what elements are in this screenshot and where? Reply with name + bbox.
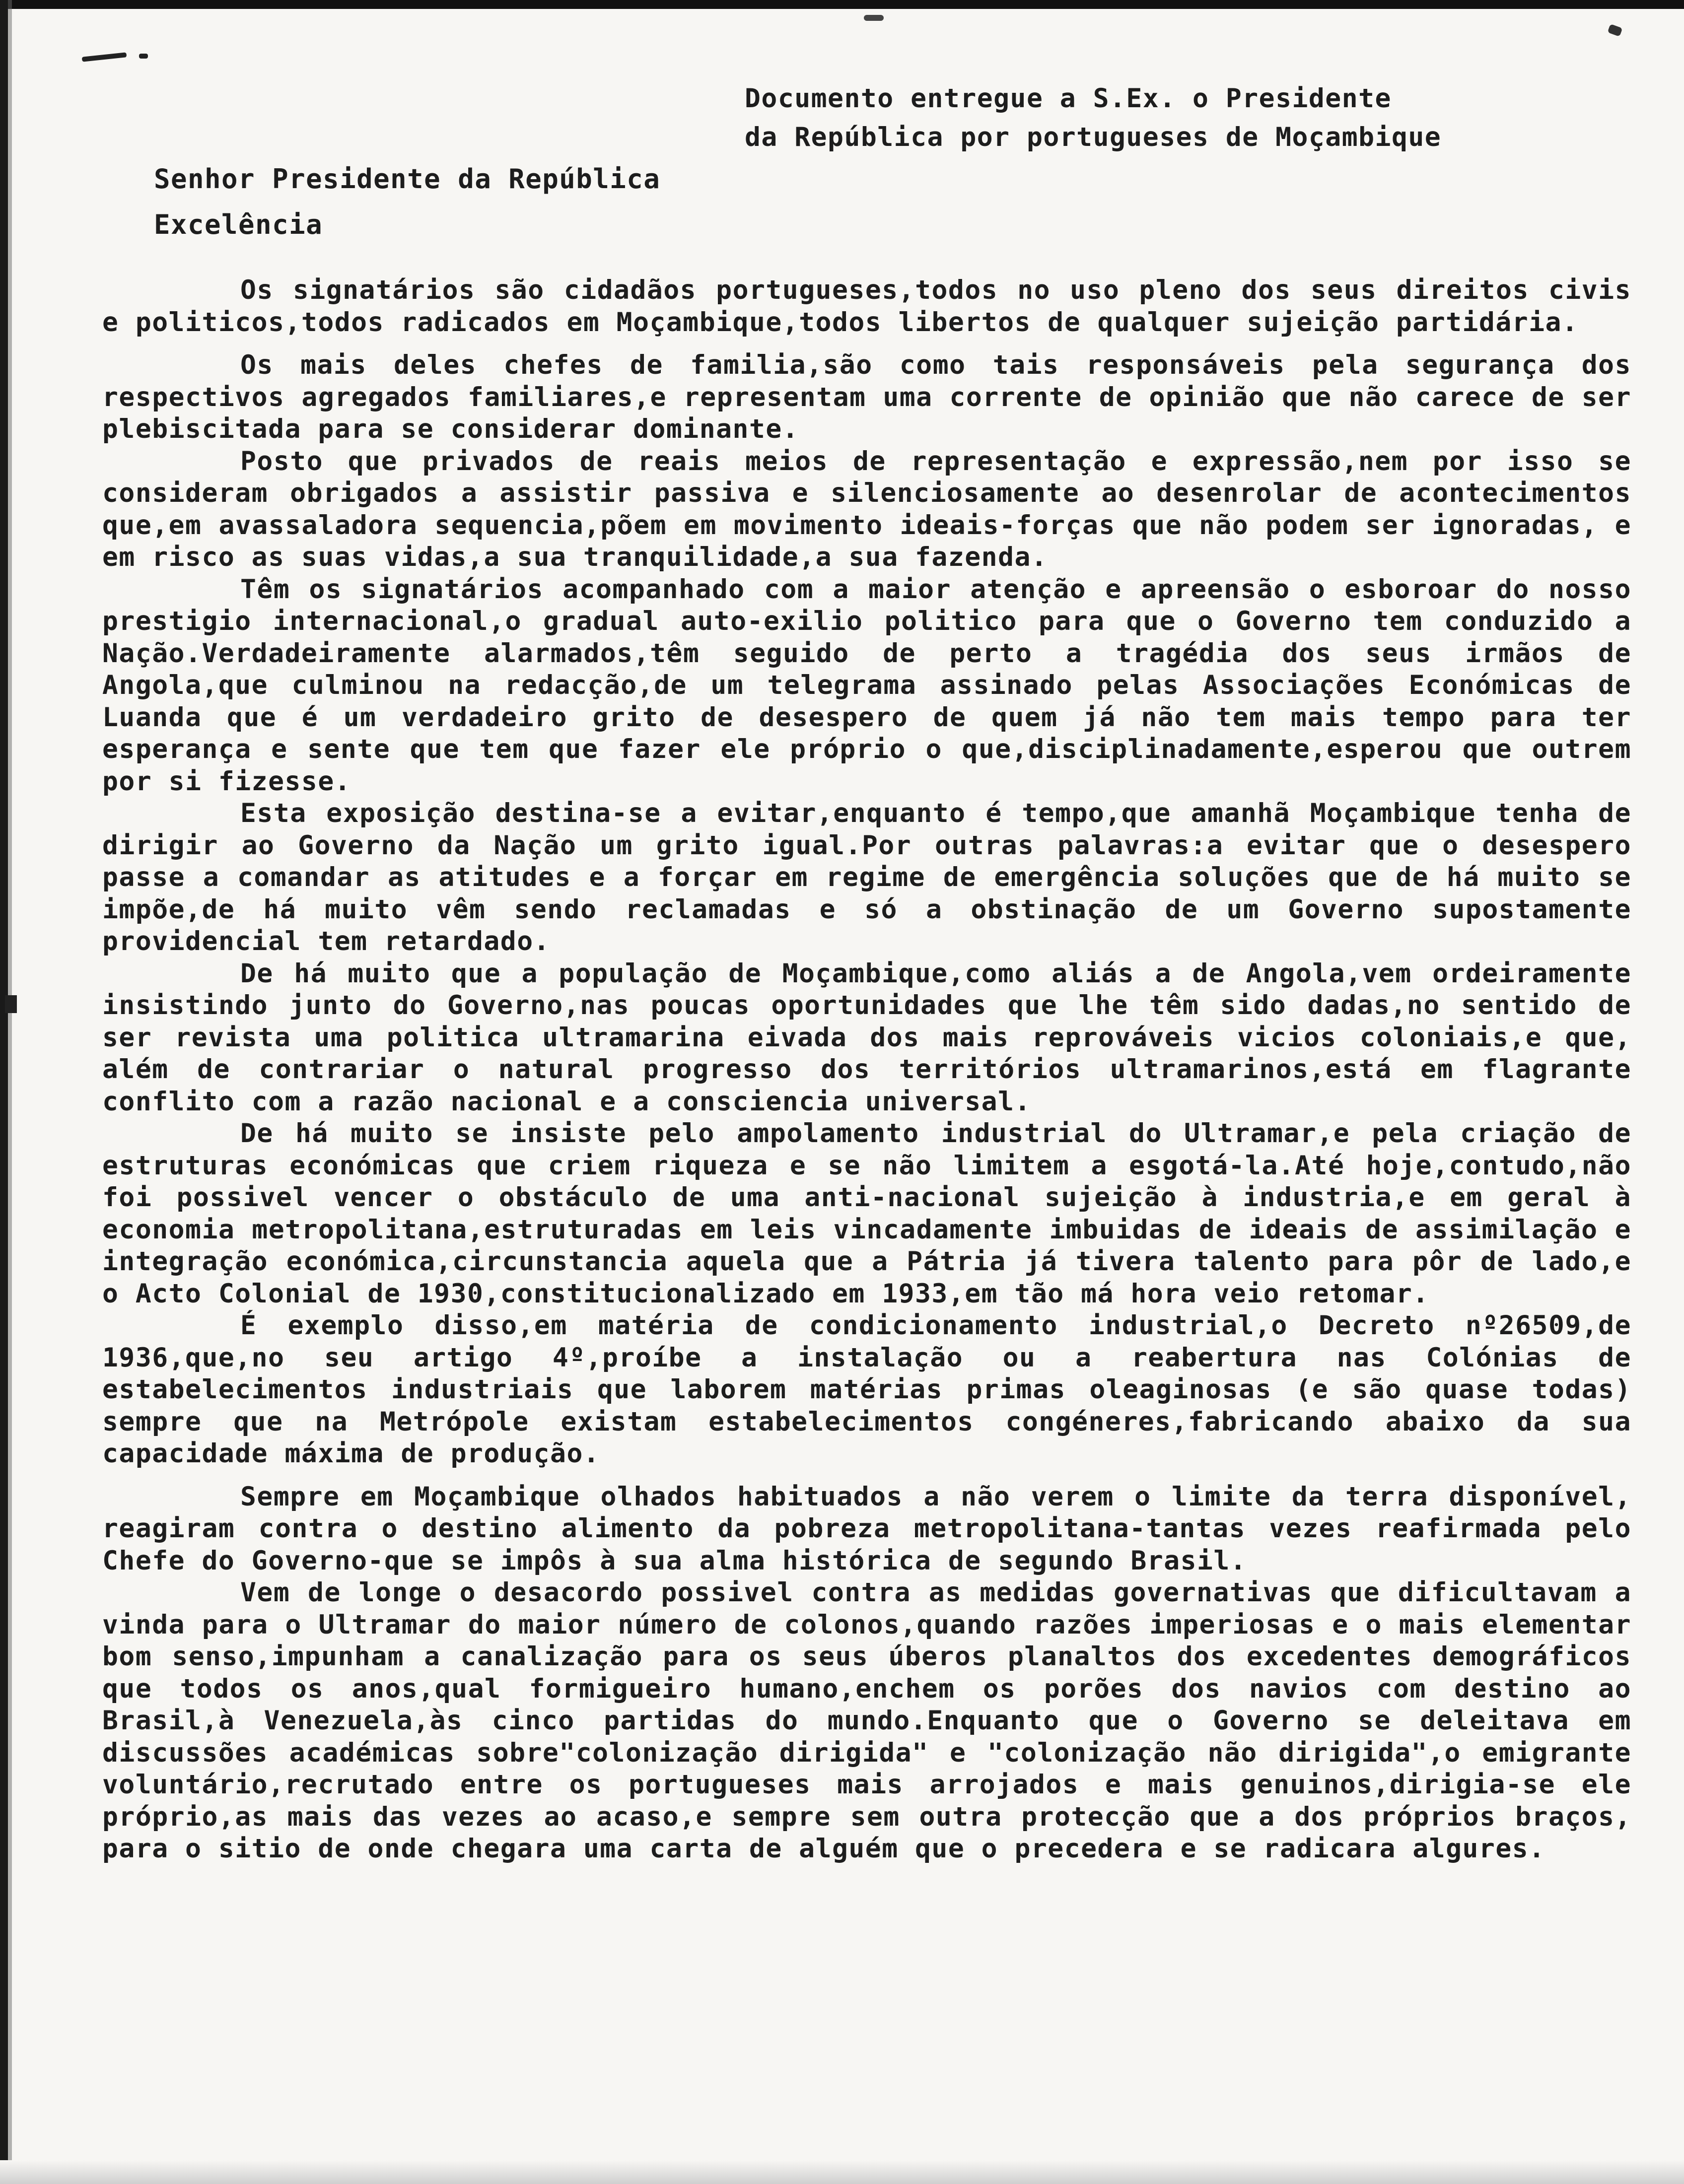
scan-edge-top (0, 0, 1684, 9)
scan-edge-shadow (8, 0, 12, 2184)
addressee: Senhor Presidente da República (154, 163, 661, 195)
salutation (154, 156, 660, 248)
paragraph: De há muito se insiste pelo ampolamento industrial do Ultramar,e pela criação de estruturas económicas que criem riqueza e se não limitem a esgotá-la.Até hoje,contudo,não foi possivel vencer o obstáculo de uma anti-nacional sujeição à industria,e em geral à economia metropolitana,estruturadas em leis vincadamente imbuidas de ideais de assimilação e integração económica,circunstancia aquela que a Pátria já tivera talento para pôr de lado,e o Acto Colonial de 1930,constitucionalizado em 1933,em tão má hora veio retomar. (102, 1118, 1631, 1309)
paragraph: Esta exposição destina-se a evitar,enquanto é tempo,que amanhã Moçambique tenha de dirigir ao Governo da Nação um grito igual.Por outras palavras:a evitar que o desespero passe a comandar as atitudes e a forçar em regime de emergência soluções que de há muito se impõe,de há muito vêm sendo reclamadas e só a obstinação de um Governo supostamente providencial tem retardado. (102, 798, 1631, 956)
paragraph: Vem de longe o desacordo possivel contra as medidas governativas que dificultavam a vinda para o Ultramar do maior número de colonos,quando razões imperiosas e o mais elementar bom senso,impunham a canalização para os seus úberos planaltos dos excedentes demográficos que todos os anos,qual formigueiro humano,enchem os porões dos navios com destino ao Brasil,à Venezuela,às cinco partidas do mundo.Enquanto que o Governo se deleitava em discussões académicas sobre"colonização dirigida" e "colonização não dirigida",o emigrante voluntário,recrutado entre os portugueses mais arrojados e mais genuinos,dirigia-se ele próprio,as mais das vezes ao acaso,e sempre sem outra protecção que a dos próprios braços, para o sitio de onde chegara uma carta de alguém que o precedera e se radicara algures. (102, 1577, 1631, 1864)
letter-body (102, 274, 1631, 1865)
delivery-note (745, 79, 1441, 157)
scan-mark (82, 52, 127, 62)
scan-mark (1608, 24, 1623, 37)
paragraph: De há muito que a população de Moçambique,como aliás a de Angola,vem ordeiramente insistindo junto do Governo,nas poucas oportunidades que lhe têm sido dadas,no sentido de ser revista uma politica ultramarina eivada dos mais reprováveis vicios coloniais,e que, além de contrariar o natural progresso dos territórios ultramarinos,está em flagrante conflito com a razão nacional e a consciencia universal. (102, 958, 1631, 1117)
paragraph: Os signatários são cidadãos portugueses,todos no uso pleno dos seus direitos civis e politicos,todos radicados em Moçambique,todos libertos de qualquer sujeição partidária. (102, 275, 1631, 338)
delivery-note-line-1: Documento entregue a S.Ex. o Presidente (745, 83, 1392, 114)
greeting: Excelência (154, 209, 323, 240)
paragraph: Os mais deles chefes de familia,são como tais responsáveis pela segurança dos respectivos agregados familiares,e representam uma corrente de opinião que não carece de ser plebiscitada para se considerar dominante. (102, 350, 1631, 444)
paragraph: Sempre em Moçambique olhados habituados a não verem o limite da terra disponível, reagiram contra o destino alimento da pobreza metropolitana-tantas vezes reafirmada pelo Chefe do Governo-que se impôs à sua alma histórica de segundo Brasil. (102, 1481, 1631, 1576)
paragraph: É exemplo disso,em matéria de condicionamento industrial,o Decreto nº26509,de 1936,que,no seu artigo 4º,proíbe a instalação ou a reabertura nas Colónias de estabelecimentos industriais que laborem matérias primas oleaginosas (e são quase todas) sempre que na Metrópole existam estabelecimentos congéneres,fabricando abaixo da sua capacidade máxima de produção. (102, 1310, 1631, 1469)
scan-mark (864, 15, 884, 21)
delivery-note-line-2: da República por portugueses de Moçambique (745, 122, 1442, 152)
paragraph: Têm os signatários acompanhado com a maior atenção e apreensão o esboroar do nosso prestigio internacional,o gradual auto-exilio politico para que o Governo tem conduzido a Nação.Verdadeiramente alarmados,têm seguido de perto a tragédia dos seus irmãos de Angola,que culminou na redacção,de um telegrama assinado pelas Associações Económicas de Luanda que é um verdadeiro grito de desespero de quem já não tem mais tempo para ter esperança e sente que tem que fazer ele próprio o que,disciplinadamente,esperou que outrem por si fizesse. (102, 574, 1631, 797)
scan-mark (139, 54, 148, 59)
scan-edge-bottom (0, 2160, 1684, 2184)
paragraph: Posto que privados de reais meios de representação e expressão,nem por isso se consideram obrigados a assistir passiva e silenciosamente ao desenrolar de acontecimentos que,em avassaladora sequencia,põem em movimento ideais-forças que não podem ser ignoradas, e em risco as suas vidas,a sua tranquilidade,a sua fazenda. (102, 446, 1631, 572)
scan-edge-left (0, 0, 8, 2184)
scan-mark (5, 995, 17, 1013)
